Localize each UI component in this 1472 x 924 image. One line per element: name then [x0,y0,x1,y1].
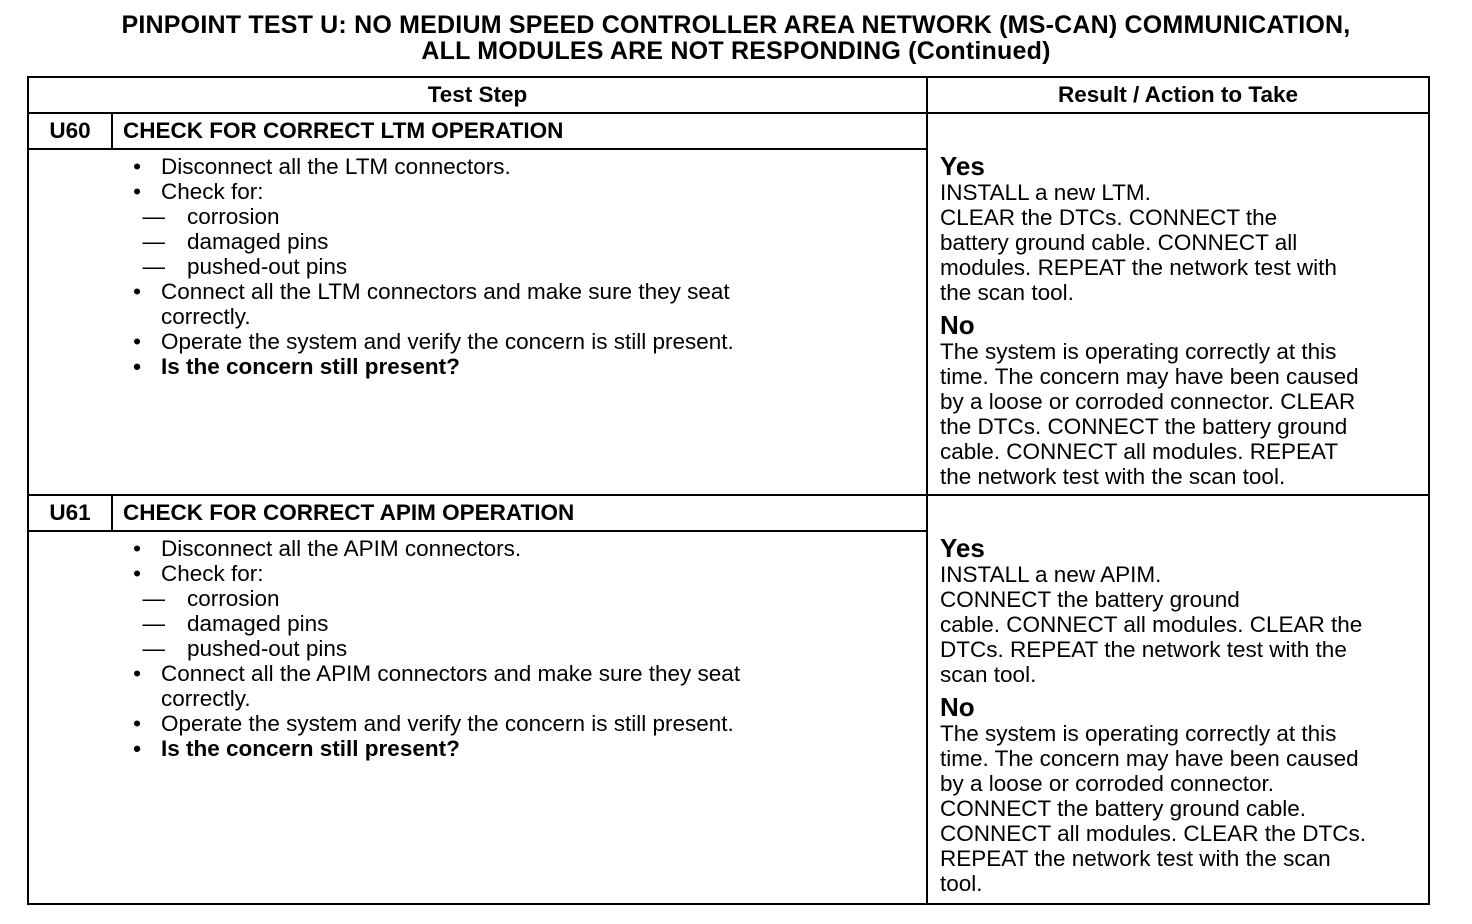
dash-glyph: — [142,611,165,636]
page-title-line-2: ALL MODULES ARE NOT RESPONDING (Continued) [421,37,1051,65]
step-body-cell [28,149,927,495]
step-id: U60 [28,113,112,149]
list-item-question: • Is the concern still present? [29,354,926,379]
list-item: • Check for: [29,179,926,204]
bullet-glyph: • [133,711,141,736]
list-item: • Connect all the APIM connectors and make sure they seat [29,661,926,686]
dash-glyph: — [142,254,165,279]
sub-list-item: — pushed-out pins [29,636,926,661]
step-title: CHECK FOR CORRECT LTM OPERATION [112,113,927,149]
bullet-glyph: • [133,279,141,304]
header-result-action: Result / Action to Take [927,77,1429,113]
result-cell-u60 [927,113,1429,495]
bullet-glyph: • [133,154,141,179]
dash-glyph: — [142,636,165,661]
dash-glyph: — [142,586,165,611]
sub-list-item: — damaged pins [29,229,926,254]
list-item: • Disconnect all the APIM connectors. [29,536,926,561]
no-label: No [940,692,975,722]
yes-action: INSTALL a new APIM. CONNECT the battery ground cable. CONNECT all modules. CLEAR the DTCs. REPEAT the network test with the scan tool. [940,562,1363,687]
list-item: • Operate the system and verify the concern is still present. [29,329,926,354]
list-item: • Operate the system and verify the concern is still present. [29,711,926,736]
bullet-glyph: • [133,661,141,686]
page-title-line-1: PINPOINT TEST U: NO MEDIUM SPEED CONTROLLER AREA NETWORK (MS-CAN) COMMUNICATION, [121,11,1351,39]
bullet-glyph: • [133,736,141,761]
yes-action: INSTALL a new LTM. CLEAR the DTCs. CONNECT the battery ground cable. CONNECT all modules. REPEAT the network test with the scan tool. [940,180,1337,305]
list-item: • Connect all the LTM connectors and make sure they seat [29,279,926,304]
list-item-continuation: correctly. [161,686,251,711]
step-body-cell [28,531,927,904]
no-action: The system is operating correctly at this time. The concern may have been caused by a loose or corroded connector. CLEAR the DTCs. CONNECT the battery ground cable. CONNECT all modules. REPEAT the network test with the scan tool. [940,339,1359,489]
step-id: U61 [28,495,112,531]
bullet-glyph: • [133,179,141,204]
list-item-continuation: correctly. [161,304,251,329]
no-action: The system is operating correctly at this time. The concern may have been caused by a loose or corroded connector. CONNECT the battery ground cable. CONNECT all modules. CLEAR the DTCs. REPEAT the network test with the scan tool. [940,721,1366,896]
dash-glyph: — [142,204,165,229]
no-label: No [940,310,975,340]
header-test-step: Test Step [28,77,927,113]
list-item: • Check for: [29,561,926,586]
bullet-glyph: • [133,354,141,379]
step-row-u61-title [28,495,1429,531]
sub-list-item: — pushed-out pins [29,254,926,279]
sub-list-item: — corrosion [29,586,926,611]
bullet-glyph: • [133,561,141,586]
list-item-question: • Is the concern still present? [29,736,926,761]
bullet-glyph: • [133,329,141,354]
sub-list-item: — damaged pins [29,611,926,636]
result-cell-u61 [927,495,1429,904]
step-row-u60-title [28,113,1429,149]
dash-glyph: — [142,229,165,254]
step-title: CHECK FOR CORRECT APIM OPERATION [112,495,927,531]
bullet-glyph: • [133,536,141,561]
yes-label: Yes [940,533,985,563]
yes-label: Yes [940,151,985,181]
pinpoint-test-table [27,76,1430,905]
list-item: • Disconnect all the LTM connectors. [29,154,926,179]
sub-list-item: — corrosion [29,204,926,229]
